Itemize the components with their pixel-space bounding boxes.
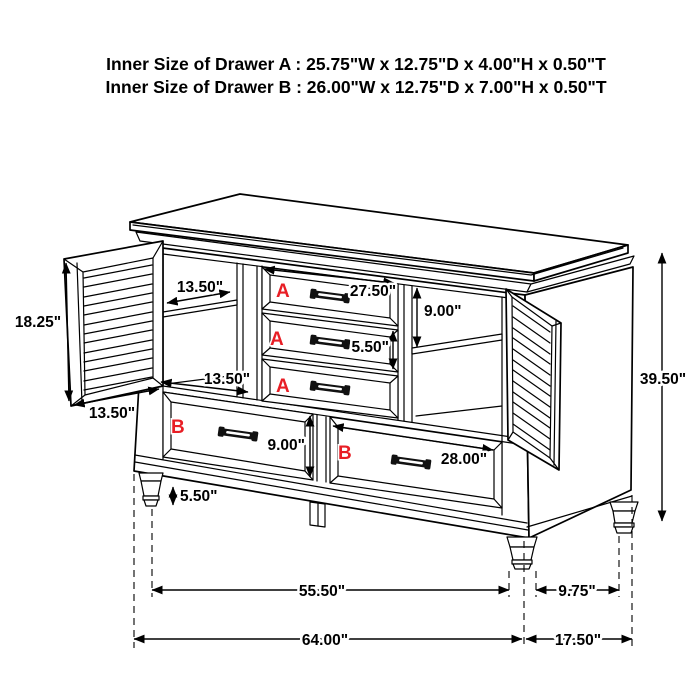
title-line-a: Inner Size of Drawer A : 25.75"W x 12.75"D x 4.00"H x 0.50"T (106, 54, 606, 74)
front-left-leg (139, 473, 163, 506)
dim-label-left-shelf-width: 13.50" (176, 279, 224, 296)
drawer-b1-label: B (171, 417, 185, 438)
dim-label-front-leg-spacing: 55.50" (298, 583, 346, 600)
dim-overall-depth (526, 632, 632, 649)
dim-label-side-leg-spacing: 9.75" (558, 583, 596, 600)
middle-front-leg (310, 502, 325, 527)
dim-label-drawer-a-width: 27.50" (349, 283, 397, 300)
dim-side-leg-spacing (536, 583, 619, 600)
dim-leg-height (173, 487, 218, 505)
drawer-a1-label: A (276, 281, 290, 302)
dim-label-overall-height: 39.50" (639, 371, 687, 388)
back-right-leg (610, 502, 638, 533)
dim-front-leg-spacing (152, 583, 509, 600)
dim-label-overall-depth: 17.50" (554, 632, 602, 649)
dim-overall-height (640, 253, 686, 521)
drawer-a3-label: A (276, 376, 290, 397)
front-right-leg (507, 537, 537, 569)
dim-label-drawer-b-width: 28.00" (440, 451, 488, 468)
dim-label-door-width: 13.50" (88, 405, 136, 422)
dim-label-left-compartment-width: 13.50" (203, 371, 251, 388)
dim-door-height (15, 263, 69, 401)
dim-label-leg-height: 5.50" (180, 488, 218, 505)
drawer-a2-label: A (270, 329, 284, 350)
title-line-b: Inner Size of Drawer B : 26.00"W x 12.75"D x 7.00"H x 0.50"T (105, 77, 607, 97)
left-door (64, 241, 163, 406)
dim-label-drawer-a-height: 5.50" (351, 339, 389, 356)
dim-overall-width (134, 632, 522, 649)
dim-label-right-shelf-height: 9.00" (424, 303, 462, 320)
drawer-b2-label: B (338, 443, 352, 464)
dim-label-drawer-b-height: 9.00" (267, 437, 305, 454)
dim-label-overall-width: 64.00" (301, 632, 349, 649)
dim-label-door-height: 18.25" (14, 314, 62, 331)
